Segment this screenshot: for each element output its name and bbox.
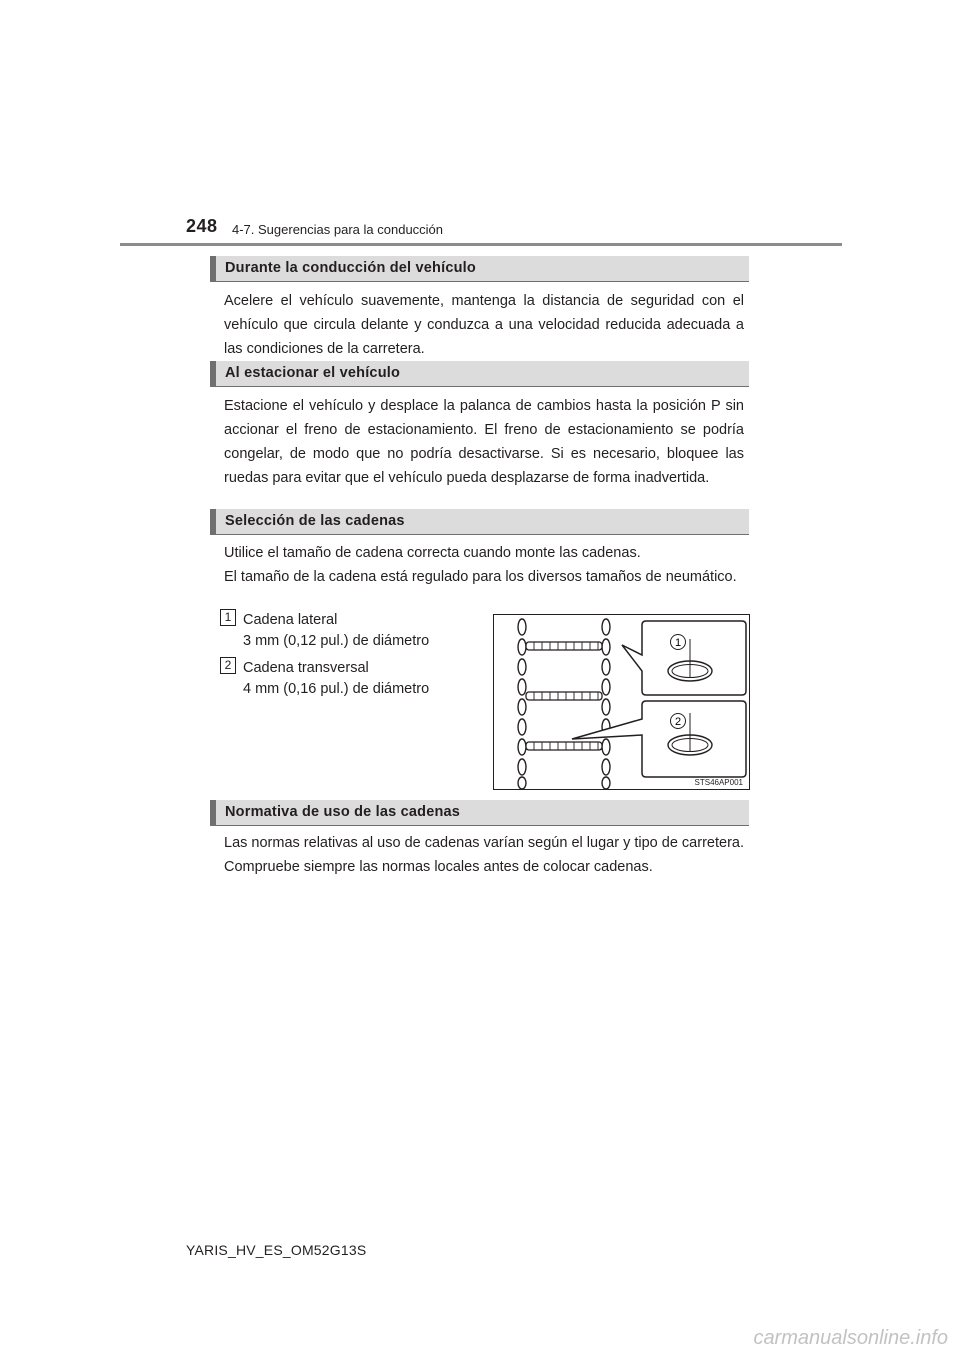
callout-number-2: 2: [674, 716, 682, 728]
tire-chain-illustration: [493, 614, 750, 790]
header-divider: [120, 243, 842, 246]
section-title: Durante la conducción del vehículo: [225, 260, 476, 276]
section-title: Normativa de uso de las cadenas: [225, 804, 461, 820]
paragraph-parking: Estacione el vehículo y desplace la palanca de cambios hasta la posición P sin accionar el freno de estacionamiento. El freno de estacionamiento se podría congelar, de modo que no podría desactivarse. Si es necesario, bloquee las ruedas para evitar que el vehículo pueda desplazarse de forma inadvertida.: [224, 398, 744, 486]
section-accent: [210, 361, 216, 386]
section-accent: [210, 800, 216, 825]
chapter-title: 4-7. Sugerencias para la conducción: [232, 222, 444, 237]
item-number-2: 2: [220, 657, 236, 674]
paragraph-chain-regulations: Las normas relativas al uso de cadenas varían según el lugar y tipo de carretera. Compruebe siempre las normas locales antes de colocar cadenas.: [224, 835, 744, 875]
document-id: YARIS_HV_ES_OM52G13S: [186, 1242, 367, 1258]
section-accent: [210, 509, 216, 534]
section-heading-driving: [210, 256, 749, 282]
item-name-side-chain: Cadena lateral: [243, 612, 338, 628]
paragraph-chain-size: Utilice el tamaño de cadena correcta cuando monte las cadenas.: [224, 545, 641, 561]
page-number: 248: [186, 216, 218, 236]
callout-balloon-1: [622, 621, 746, 695]
item-detail-cross-chain: 4 mm (0,16 pul.) de diámetro: [243, 681, 430, 697]
item-name-cross-chain: Cadena transversal: [243, 660, 369, 676]
section-title: Al estacionar el vehículo: [225, 365, 401, 381]
item-detail-side-chain: 3 mm (0,12 pul.) de diámetro: [243, 633, 430, 649]
section-accent: [210, 256, 216, 281]
figure-code: STS46AP001: [694, 778, 743, 787]
callout-balloon-2: [572, 701, 746, 777]
section-heading-chain-selection: [210, 509, 749, 535]
item-number-1: 1: [220, 609, 236, 626]
section-heading-chain-regulations: [210, 800, 749, 826]
section-heading-parking: [210, 361, 749, 387]
paragraph-chain-regulation: El tamaño de la cadena está regulado para los diversos tamaños de neumático.: [224, 569, 737, 585]
chain-drawing: [494, 615, 749, 789]
paragraph-driving: Acelere el vehículo suavemente, mantenga la distancia de seguridad con el vehículo que circula delante y conduzca a una velocidad reducida adecuada a las condiciones de la carretera.: [224, 293, 744, 357]
section-title: Selección de las cadenas: [225, 513, 405, 529]
watermark: carmanualsonline.info: [753, 1327, 948, 1349]
callout-number-1: 1: [674, 637, 682, 649]
